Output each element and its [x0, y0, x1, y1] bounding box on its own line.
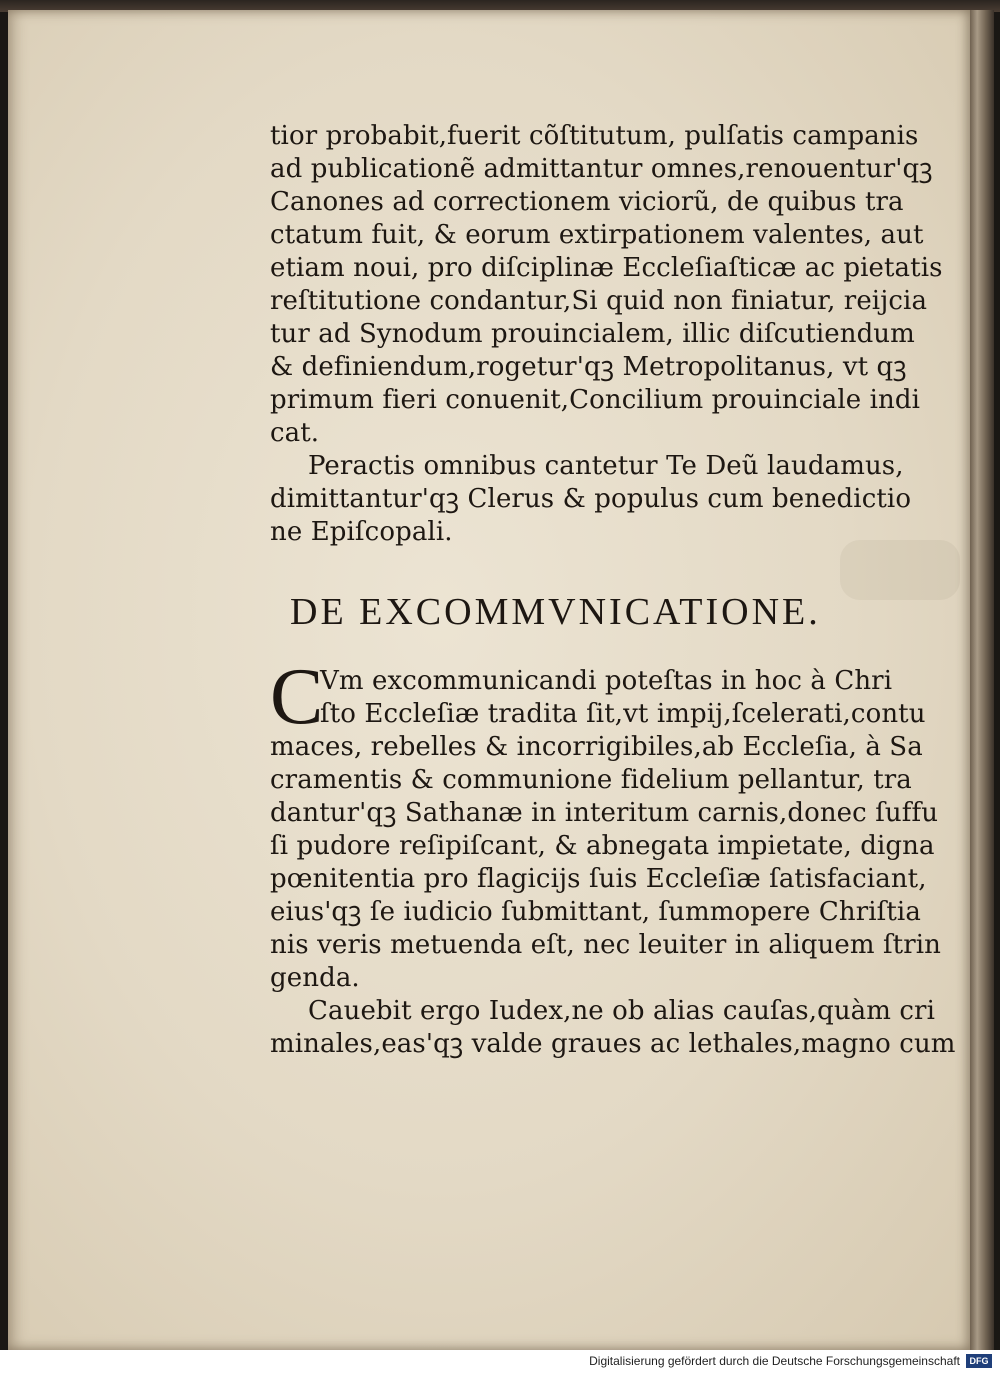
text-line: reſtitutione condantur,Si quid non finiatur, reijcia	[270, 286, 928, 316]
paragraph-3	[270, 665, 942, 995]
text-line: minales,eas'qꝫ valde graues ac lethales,magno cum	[270, 1029, 956, 1059]
text-line: nis veris metuenda eſt, nec leuiter in aliquem ſtrin	[270, 930, 942, 960]
text-line: maces, rebelles & incorrigibiles,ab Eccleſia, à Sa	[270, 732, 923, 762]
paragraph-4	[270, 995, 956, 1061]
text-line: ctatum fuit, & eorum extirpationem valentes, aut	[270, 220, 924, 250]
text-line: primum fieri conuenit,Concilium prouinciale indi	[270, 385, 921, 415]
text-line: Cauebit ergo Iudex,ne ob alias cauſas,quàm cri	[308, 996, 935, 1026]
footer-credit: Digitalisierung gefördert durch die Deutsche Forschungsgemeinschaft	[589, 1354, 960, 1368]
footer-bar	[0, 1350, 1000, 1375]
text-block-top	[270, 120, 943, 549]
text-line: Peractis omnibus cantetur Te Deũ laudamus,	[308, 451, 904, 481]
text-line: tur ad Synodum prouincialem, illic diſcutiendum	[270, 319, 915, 349]
text-line: ne Epiſcopali.	[270, 517, 453, 547]
text-line: dimittantur'qꝫ Clerus & populus cum benedictio	[270, 484, 912, 514]
text-line: genda.	[270, 963, 360, 993]
paragraph-1	[270, 120, 943, 450]
dfg-logo[interactable]: DFG	[966, 1354, 992, 1368]
text-line: dantur'qꝫ Sathanæ in interitum carnis,donec ſuffu	[270, 798, 939, 828]
section-heading: DE EXCOMMVNICATIONE.	[290, 591, 821, 633]
text-line: Vm excommunicandi poteſtas in hoc à Chri	[320, 666, 893, 696]
text-line: pœnitentia pro flagicijs ſuis Eccleſiæ ſatisfaciant,	[270, 864, 927, 894]
drop-cap: C	[270, 653, 324, 741]
text-line: ſi pudore reſipiſcant, & abnegata impietate, digna	[270, 831, 935, 861]
text-line: cramentis & communione fidelium pellantur, tra	[270, 765, 912, 795]
text-line: ad publicationẽ admittantur omnes,renouentur'qꝫ	[270, 154, 933, 184]
text-line: & definiendum,rogetur'qꝫ Metropolitanus, vt qꝫ	[270, 352, 907, 382]
text-line: cat.	[270, 418, 320, 448]
text-block-bottom	[270, 653, 956, 1061]
text-line: etiam noui, pro diſciplinæ Eccleſiaſticæ ac pietatis	[270, 253, 943, 283]
page-edge	[970, 10, 994, 1350]
text-line: Canones ad correctionem viciorũ, de quibus tra	[270, 187, 904, 217]
text-line: tior probabit,fuerit cõſtitutum, pulſatis campanis	[270, 121, 919, 151]
text-line: eius'qꝫ ſe iudicio ſubmittant, ſummopere Chriſtia	[270, 897, 921, 927]
text-line: ſto Eccleſiæ tradita ſit,vt impij,ſcelerati,contu	[320, 699, 926, 729]
paragraph-2	[270, 450, 920, 549]
